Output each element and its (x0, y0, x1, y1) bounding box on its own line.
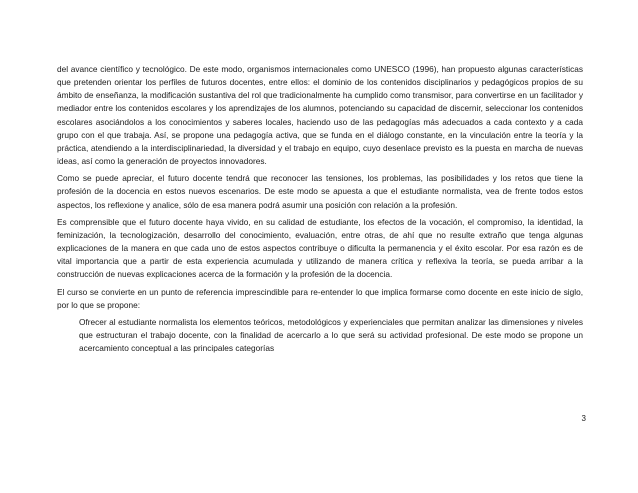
indented-paragraph: Ofrecer al estudiante normalista los elementos teóricos, metodológicos y experienciales que permitan analizar las dimensiones y niveles que estructuran el trabajo docente, con la finalidad de acercarlo a lo que será su actividad profesional. De este modo se propone un acercamiento conceptual a las principales categorías (79, 316, 583, 354)
paragraph-2: Como se puede apreciar, el futuro docente tendrá que reconocer las tensiones, los problemas, las posibilidades y los retos que tiene la profesión de la docencia en estos nuevos escenarios. De este modo se apuesta a que el estudiante normalista, vea de frente todos estos aspectos, los reflexione y analice, sólo de esa manera podrá asumir una posición con relación a la profesión. (57, 173, 583, 210)
page-number: 3 (581, 414, 586, 423)
paragraph-1: del avance científico y tecnológico. De este modo, organismos internacionales como UNESCO (1996), han propuesto algunas características que pretenden orientar los perfiles de futuros docentes, entre ellos: el dominio de los contenidos disciplinarios y pedagógicos propios de su ámbito de enseñanza, la modificación sustantiva del rol que tradicionalmente ha cumplido como transmisor, para convertirse en un facilitador y mediador entre los contenidos escolares y los aprendizajes de los alumnos, potenciando su capacidad de discernir, seleccionar los contenidos escolares asociándolos a los conocimientos y saberes locales, haciendo uso de las pedagogías más adecuados a cada contexto y a cada grupo con el que trabaja. Así, se propone una pedagogía activa, que se funda en el diálogo constante, en la vinculación entre la teoría y la práctica, atendiendo a la interdisciplinariedad, la diversidad y el trabajo en equipo, cuyo desenlace previsto es la puesta en marcha de nuevas ideas, así como la generación de proyectos innovadores. (57, 64, 583, 167)
document-body (57, 63, 583, 359)
paragraph-4: El curso se convierte en un punto de referencia imprescindible para re-entender lo que implica formarse como docente en este inicio de siglo, por lo que se propone: (57, 286, 583, 310)
paragraph-3: Es comprensible que el futuro docente haya vivido, en su calidad de estudiante, los efectos de la vocación, el compromiso, la identidad, la feminización, la tecnologización, desarrollo del conocimiento, evaluación, entre otras, de ahí que no resulte extraño que tenga algunas explicaciones de la manera en que cada uno de estos aspectos contribuye o dificulta la permanencia y el éxito escolar. Por esa razón es de vital importancia que a partir de esta experiencia acumulada y utilizando de manera crítica y reflexiva la teoría, se pueda arribar a la construcción de nuevas explicaciones acerca de la formación y la profesión de la docencia. (57, 216, 583, 280)
